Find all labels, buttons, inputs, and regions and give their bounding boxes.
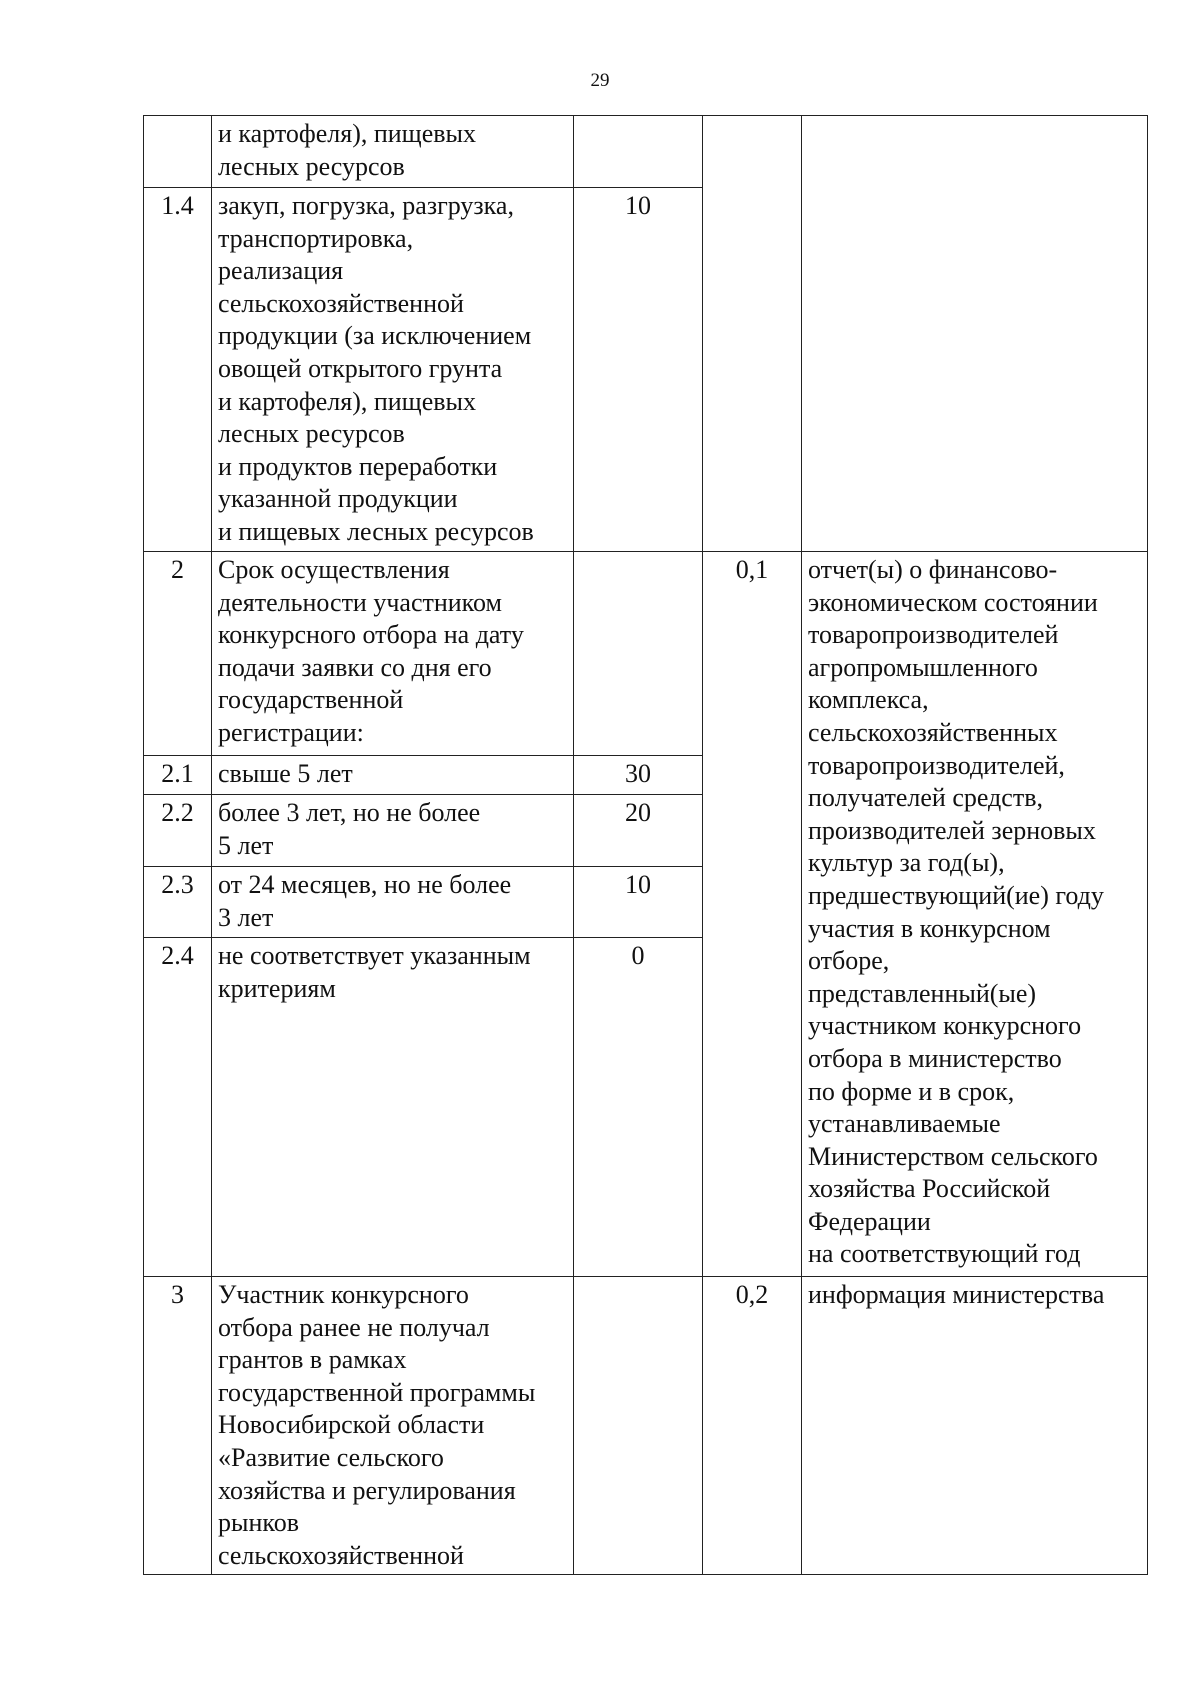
weight-value: 0,2: [703, 1277, 802, 1575]
score-value: 10: [574, 867, 703, 938]
criterion-text: Участник конкурсного отбора ранее не получал грантов в рамках государственной программы Новосибирской области «Развитие сельского хозяйства и регулирования рынков сельскохозяйственной: [212, 1277, 574, 1575]
criterion-text: более 3 лет, но не более 5 лет: [212, 795, 574, 867]
score-value: [574, 116, 703, 188]
table-row: [144, 116, 1148, 188]
row-number: 1.4: [144, 188, 212, 552]
table-row: [144, 1277, 1148, 1575]
criterion-text: и картофеля), пищевых лесных ресурсов: [212, 116, 574, 188]
score-value: 0: [574, 938, 703, 1277]
criterion-text: от 24 месяцев, но не более 3 лет: [212, 867, 574, 938]
score-value: [574, 552, 703, 756]
row-number: 3: [144, 1277, 212, 1575]
row-number: 2.1: [144, 756, 212, 795]
row-number: [144, 116, 212, 188]
score-value: 20: [574, 795, 703, 867]
table-row: [144, 552, 1148, 756]
row-number: 2: [144, 552, 212, 756]
weight-value: 0,1: [703, 552, 802, 1277]
source-empty-cell: [802, 116, 1148, 552]
criterion-text: свыше 5 лет: [212, 756, 574, 795]
source-text: отчет(ы) о финансово- экономическом состоянии товаропроизводителей агропромышленного комплекса, сельскохозяйственных товаропроизводителей, получателей средств, производителей зерновых культур за год(ы), предшествующий(ие) году участия в конкурсном отборе, представленный(ые) участником конкурсного отбора в министерство по форме и в срок, устанавливаемые Министерством сельского хозяйства Российской Федерации на соответствующий год: [802, 552, 1148, 1277]
score-value: [574, 1277, 703, 1575]
weight-empty-cell: [703, 116, 802, 552]
score-value: 30: [574, 756, 703, 795]
criterion-text: не соответствует указанным критериям: [212, 938, 574, 1277]
criterion-text: закуп, погрузка, разгрузка, транспортировка, реализация сельскохозяйственной продукции (за исключением овощей открытого грунта и картофеля), пищевых лесных ресурсов и продуктов переработки указанной продукции и пищевых лесных ресурсов: [212, 188, 574, 552]
criterion-text: Срок осуществления деятельности участником конкурсного отбора на дату подачи заявки со дня его государственной регистрации:: [212, 552, 574, 756]
row-number: 2.3: [144, 867, 212, 938]
criteria-table: [143, 115, 1148, 1575]
row-number: 2.4: [144, 938, 212, 1277]
score-value: 10: [574, 188, 703, 552]
row-number: 2.2: [144, 795, 212, 867]
source-text: информация министерства: [802, 1277, 1148, 1575]
page-number: 29: [590, 70, 610, 91]
